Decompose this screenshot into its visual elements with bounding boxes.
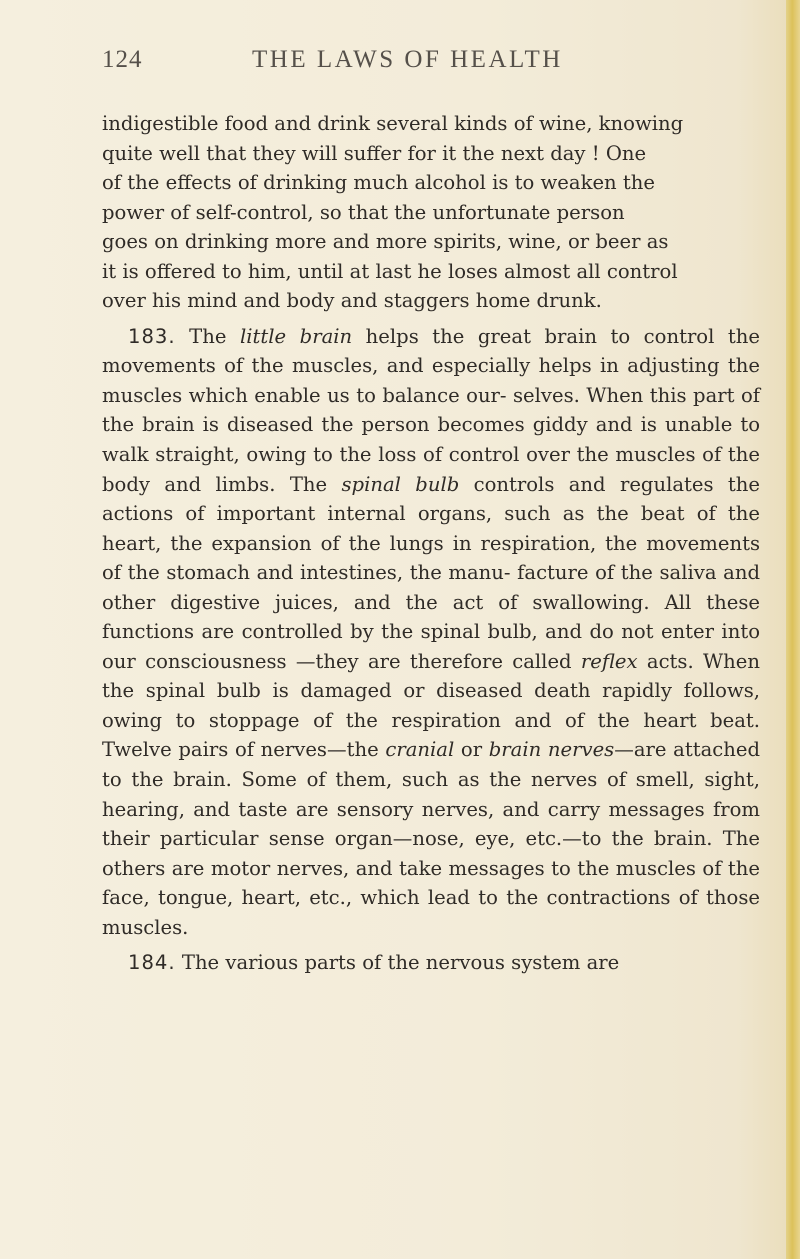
paragraph-continued [102,109,760,316]
text-line: power of self-control, so that the unfortunate person [102,200,625,224]
text-line: it is offered to him, until at last he loses almost all control [102,259,678,283]
term-reflex: reflex [580,649,638,673]
section-number: 184. [128,951,176,975]
term-little-brain: little brain [239,324,353,348]
term-brain-nerves: brain nerves [488,738,615,762]
paragraph-text: The various parts of the nervous system are [175,951,620,975]
section-number: 183. [128,324,176,348]
text-line: of the effects of drinking much alcohol is to weaken the [102,171,655,195]
text-line: indigestible food and drink several kinds of wine, knowing [102,112,684,135]
term-cranial: cranial [385,738,455,762]
paragraph-183 [102,322,760,942]
paragraph-text: controls and regulates the actions of important internal organs, such as the beat of the heart, the expansion of the lungs in respiration, the movements of the stomach and intestines, the manu- facture of the saliva and other digestive juices, and the act of swallowing. All these functions are controlled by the spinal bulb, and do not enter into our consciousness —they are therefore called [102,472,760,673]
term-spinal-bulb: spinal bulb [341,472,460,496]
paragraph-184 [102,948,760,978]
page-edge [786,0,800,1259]
running-title: THE LAWS OF HEALTH [252,46,563,73]
text-line: goes on drinking more and more spirits, wine, or beer as [102,230,669,254]
paragraph-text: or [454,738,489,762]
page-header [102,46,762,86]
page-number: 124 [102,46,143,73]
text-line: quite well that they will suffer for it the next day ! One [102,141,647,165]
body-text [102,109,760,978]
paragraph-text: —are attached to the brain. Some of them, such as the nerves of smell, sight, hearing, and taste are sensory nerves, and carry messages from their particular sense organ—nose, eye, etc.—to the brain. The others are motor nerves, and take messages to the muscles of the face, tongue, heart, etc., which lead to the contractions of those muscles. [102,738,760,939]
paragraph-text: helps the great brain to control the movements of the muscles, and especially helps in adjusting the muscles which enable us to balance our- selves. When this part of the brain is diseased the person becomes giddy and is unable to walk straight, owing to the loss of control over the muscles of the body and limbs. The [102,324,760,496]
text-line: over his mind and body and staggers home drunk. [102,289,602,313]
paragraph-text: The [175,324,240,348]
paragraph-text: acts. When the spinal bulb is damaged or diseased death rapidly follows, owing to stoppage of the respiration and of the heart beat. Twelve pairs of nerves—the [102,649,760,762]
